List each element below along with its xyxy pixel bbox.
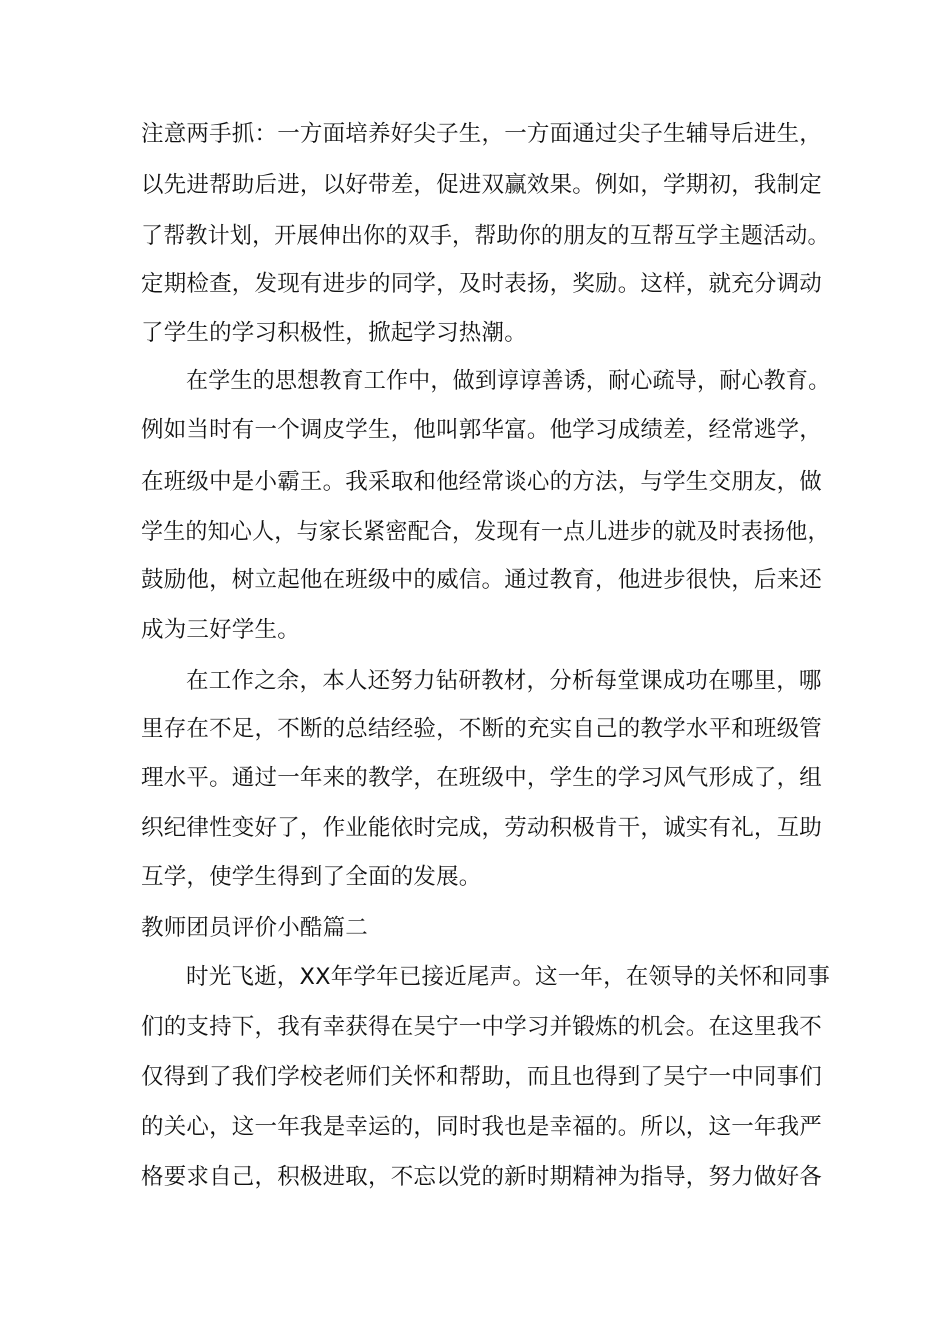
paragraph-line: 在工作之余，本人还努力钻研教材，分析每堂课成功在哪里，哪 [186,668,822,694]
paragraph-line: 学生的知心人，与家长紧密配合，发现有一点儿进步的就及时表扬他， [141,519,830,545]
paragraph-line: 里存在不足，不断的总结经验，不断的充实自己的教学水平和班级管 [141,716,823,742]
paragraph-line: 例如当时有一个调皮学生，他叫郭华富。他学习成绩差，经常逃学， [141,417,823,443]
paragraph-line: 在班级中是小霸王。我采取和他经常谈心的方法，与学生交朋友，做 [141,469,823,495]
paragraph-line: 时光飞逝，XX年学年已接近尾声。这一年，在领导的关怀和同事 [186,964,831,990]
paragraph-line: 注意两手抓：一方面培养好尖子生，一方面通过尖子生辅导后进生， [141,121,823,147]
paragraph-line: 织纪律性变好了，作业能依时完成，劳动积极肯干，诚实有礼，互助 [141,815,823,841]
paragraph-line: 们的支持下，我有幸获得在吴宁一中学习并锻炼的机会。在这里我不 [141,1014,823,1040]
paragraph-line: 理水平。通过一年来的教学，在班级中，学生的学习风气形成了，组 [141,765,823,791]
paragraph-line: 格要求自己，积极进取，不忘以党的新时期精神为指导，努力做好各 [141,1164,823,1190]
paragraph-line: 以先进帮助后进，以好带差，促进双赢效果。例如，学期初，我制定 [141,172,823,198]
paragraph-line: 了学生的学习积极性，掀起学习热潮。 [141,320,527,346]
paragraph-line: 互学，使学生得到了全面的发展。 [141,864,482,890]
paragraph-line: 的关心，这一年我是幸运的，同时我也是幸福的。所以，这一年我严 [141,1114,823,1140]
paragraph-line: 成为三好学生。 [141,617,300,643]
paragraph-line: 仅得到了我们学校老师们关怀和帮助，而且也得到了吴宁一中同事们 [141,1064,823,1090]
paragraph-line: 鼓励他，树立起他在班级中的威信。通过教育，他进步很快，后来还 [141,567,823,593]
paragraph-line: 了帮教计划，开展伸出你的双手，帮助你的朋友的互帮互学主题活动。 [141,223,830,249]
paragraph-line: 在学生的思想教育工作中，做到谆谆善诱，耐心疏导，耐心教育。 [186,368,831,394]
paragraph-line: 定期检查，发现有进步的同学，及时表扬，奖励。这样，就充分调动 [141,271,823,297]
section-heading: 教师团员评价小酷篇二 [141,915,369,941]
